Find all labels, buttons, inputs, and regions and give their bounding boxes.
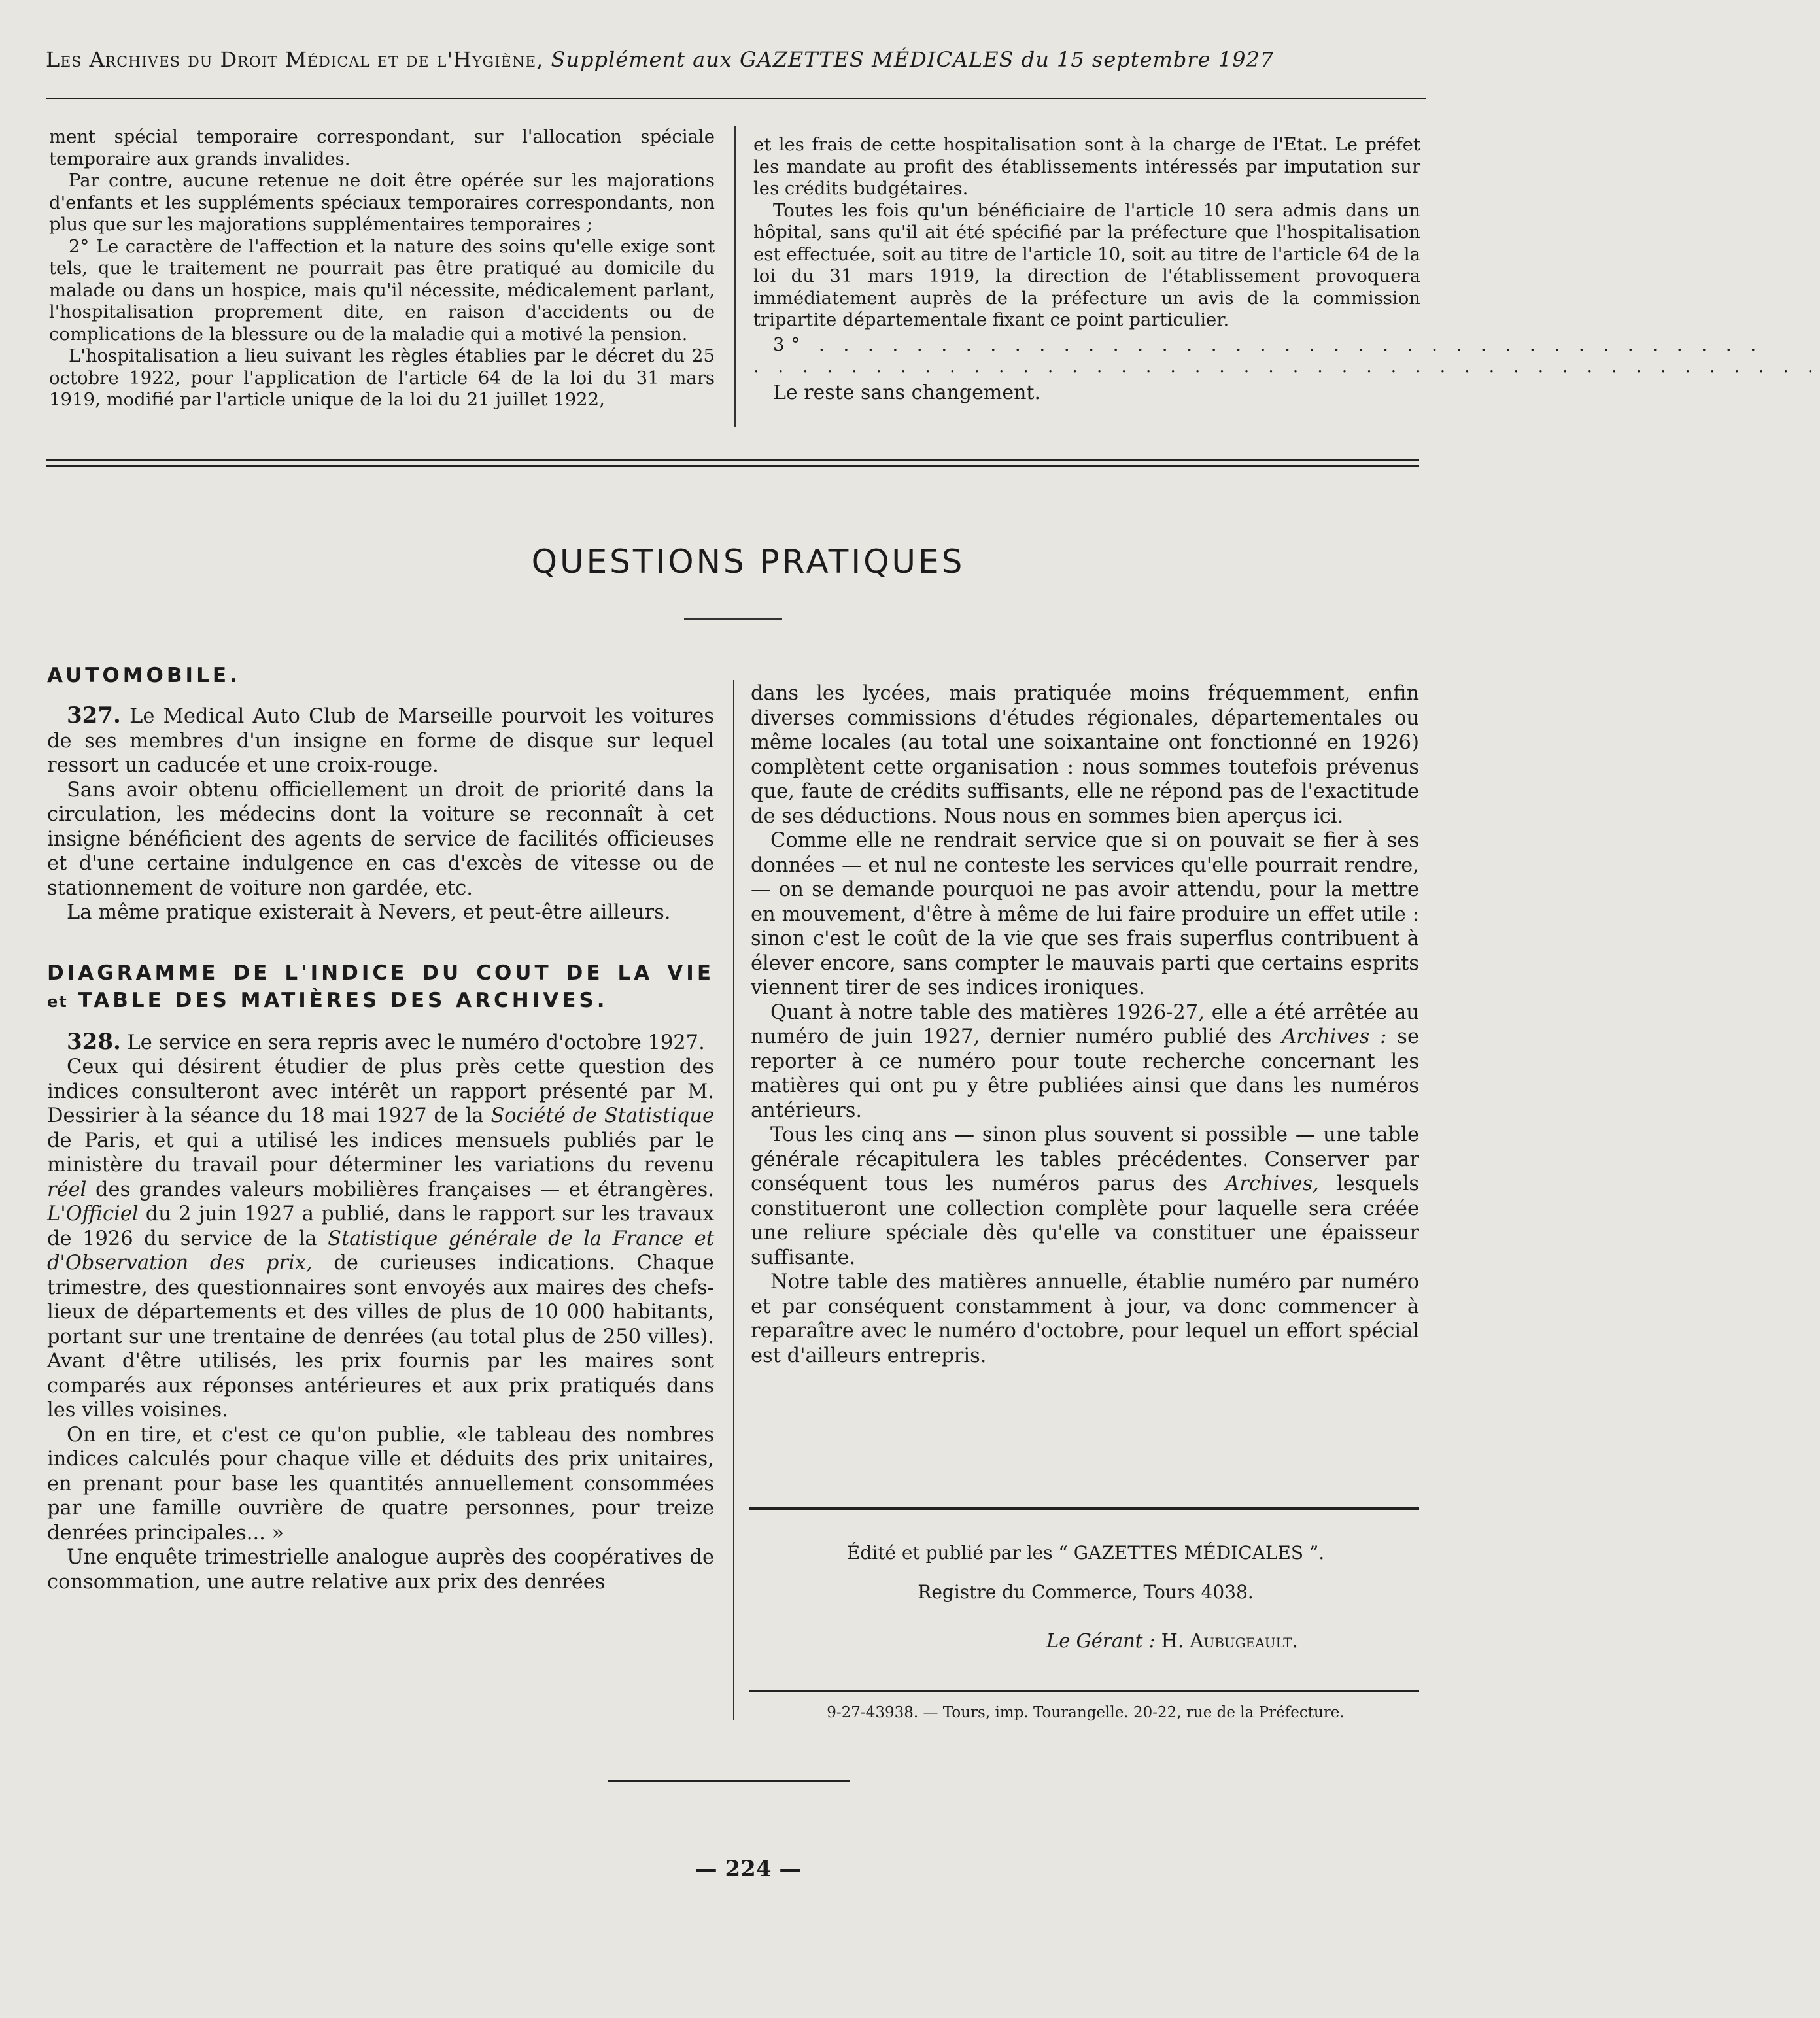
printer-line: 9-27-43938. — Tours, imp. Tourangelle. 20-22, rue de la Préfecture. <box>827 1704 1345 1721</box>
column-divider <box>733 680 734 1720</box>
paragraph: L'hospitalisation a lieu suivant les règles établies par le décret du 25 octobre 1922, pour l'application de l'article 64 de la loi du 31 mars 1919, modifié par l'article unique de la loi du 21 juillet 1922, <box>49 345 715 410</box>
closing-rule <box>608 1780 850 1782</box>
paragraph: On en tire, et c'est ce qu'on publie, «le tableau des nombres indices calculés pour chaque ville et déduits des prix unitaires, en prenant pour base les quantités annuellement consommées par une famille ouvrière de quatre personnes, pour treize denrées principales... » <box>47 1423 714 1545</box>
paragraph: La même pratique existerait à Nevers, et peut-être ailleurs. <box>67 901 671 924</box>
paragraph: Notre table des matières annuelle, établie numéro par numéro et par conséquent constamment à jour, va donc commencer à reparaître avec le numéro d'octobre, pour lequel un effort spécial est d'ailleurs entrepris. <box>751 1271 1419 1367</box>
closing-line: Le reste sans changement. <box>773 381 1040 404</box>
item-327: 327. Le Medical Auto Club de Marseille pourvoit les voitures de ses membres d'un insigne en forme de disque sur lequel ressort un caducée et une croix-rouge. <box>47 702 714 777</box>
ellipsis-line: . . . . . . . . . . . . . . . . . . . . . . . . . . . . . . . . . . . . . . . . . . . . <box>753 356 1820 377</box>
paragraph: Sans avoir obtenu officiellement un droit de priorité dans la circulation, les médecins dont la voiture se reconnaît à cet insigne bénéficient des agents de service de facilités officieuses et d'une certaine indulgence en cas d'excès de vitesse ou de stationnement de voiture non gardée, etc. <box>47 778 714 900</box>
paragraph: Une enquête trimestrielle analogue auprès des coopératives de consommation, une autre relative aux prix des denrées <box>47 1546 714 1594</box>
paragraph: et les frais de cette hospitalisation sont à la charge de l'Etat. Le préfet les mandate au profit des établissements intéressés par imputation sur les crédits budgétaires. <box>753 134 1420 199</box>
item-number: 327. <box>67 702 121 728</box>
column-divider <box>734 126 736 427</box>
paragraph: Tous les cinq ans — sinon plus souvent si possible — une table générale récapitulera les tables précédentes. Conserver par conséquent tous les numéros parus des Archives, lesquels constitueront une collection complète pour laquelle sera créée une reliure spéciale dès qu'elle va constituer une épaisseur suffisante. <box>751 1123 1420 1269</box>
imprint-top-rule <box>749 1507 1419 1510</box>
paragraph: Ceux qui désirent étudier de plus près cette question des indices consulteront avec intérêt un rapport présenté par M. Dessirier à la séance du 18 mai 1927 de la Société de Statistique de Paris, et qui a utilisé les indices mensuels publiés par le ministère du travail pour déterminer les variations du revenu réel des grandes valeurs mobilières françaises — et étrangères. L'Officiel du 2 juin 1927 a publié, dans le rapport sur les travaux de 1926 du service de la Statistique générale de la France et d'Observation des prix, de curieuses indications. Chaque trimestre, des questionnaires sont envoyés aux maires des chefs-lieux de départements et des villes de plus de 10 000 habitants, portant sur une trentaine de denrées (au total plus de 250 villes). Avant d'être utilisés, les prix fournis par les maires sont comparés aux réponses antérieures et aux prix pratiqués dans les villes voisines. <box>47 1055 715 1422</box>
gerant-line: Le Gérant : H. Aubugeault. <box>1046 1630 1298 1652</box>
rubric-automobile: AUTOMOBILE. <box>47 664 241 687</box>
item-3-marker: 3° . . . . . . . . . . . . . . . . . . . . . . . . . . . . . . . . . . . . . . . <box>773 333 1763 355</box>
journal-title: Les Archives du Droit Médical et de l'Hygiène, <box>46 47 544 72</box>
rubric-diagramme: DIAGRAMME DE L'INDICE DU COUT DE LA VIE et TABLE DES MATIÈRES DES ARCHIVES. <box>47 961 714 1012</box>
paragraph: 2° Le caractère de l'affection et la nature des soins qu'elle exige sont tels, que le traitement ne pourrait pas être pratiqué au domicile du malade ou dans un hospice, mais qu'il nécessite, médicalement parlant, l'hospitalisation proprement dite, en raison d'accidents ou de complications de la blessure ou de la maladie qui a motivé la pension. <box>49 235 715 345</box>
header-rule <box>46 98 1426 99</box>
section-title: QUESTIONS PRATIQUES <box>531 543 965 581</box>
running-header <box>46 47 1426 72</box>
paragraph: ment spécial temporaire correspondant, sur l'allocation spéciale temporaire aux grands invalides. <box>49 126 715 169</box>
item-number: 328. <box>67 1028 121 1055</box>
imprint-bottom-rule <box>749 1690 1419 1692</box>
registry-line: Registre du Commerce, Tours 4038. <box>918 1581 1254 1603</box>
paragraph: Comme elle ne rendrait service que si on pouvait se fier à ses données — et nul ne conteste les services qu'elle pourrait rendre, — on se demande pourquoi ne pas avoir attendu, pour la mettre en mouvement, d'être à même de lui faire produire un effet utile : sinon c'est le coût de la vie que ses frais superflus contribuent à élever encore, sans compter le mauvais parti que certains esprits viennent tirer de ses indices ironiques. <box>751 829 1419 999</box>
item-328: 328. Le service en sera repris avec le numéro d'octobre 1927. <box>67 1028 705 1055</box>
title-underline <box>684 618 782 620</box>
lower-right-column <box>751 681 1419 1368</box>
lower-left-column <box>47 662 714 1594</box>
top-left-column <box>49 126 715 411</box>
paragraph: Quant à notre table des matières 1926-27, elle a été arrêtée au numéro de juin 1927, dernier numéro publié des Archives : se reporter à ce numéro pour toute recherche concernant les matières qui ont pu y être publiées ainsi que dans les numéros antérieurs. <box>751 1000 1419 1122</box>
page-number: — 224 — <box>695 1856 802 1882</box>
top-right-column <box>753 134 1820 404</box>
paragraph: Par contre, aucune retenue ne doit être opérée sur les majorations d'enfants et les suppléments spéciaux temporaires correspondants, non plus que sur les majorations supplémentaires temporaires ; <box>49 170 715 235</box>
publisher-line: Édité et publié par les “ GAZETTES MÉDICALES ”. <box>846 1542 1325 1564</box>
supplement-line: Supplément aux GAZETTES MÉDICALES du 15 septembre 1927 <box>551 47 1275 72</box>
paragraph: Toutes les fois qu'un bénéficiaire de l'article 10 sera admis dans un hôpital, sans qu'il ait été spécifié par la préfecture que l'hospitalisation est effectuée, soit au titre de l'article 10, soit au titre de l'article 64 de la loi du 31 mars 1919, la direction de l'établissement provoquera immédiatement auprès de la préfecture un avis de la commission tripartite départementale fixant ce point particulier. <box>753 199 1420 330</box>
paragraph: dans les lycées, mais pratiquée moins fréquemment, enfin diverses commissions d'études régionales, départementales ou même locales (au total une soixantaine ont fonctionné en 1926) complètent cette organisation : nous sommes toutefois prévenus que, faute de crédits suffisants, elle ne répond pas de l'exactitude de ses déductions. Nous nous en sommes bien aperçus ici. <box>751 682 1419 828</box>
section-double-rule <box>46 459 1419 471</box>
